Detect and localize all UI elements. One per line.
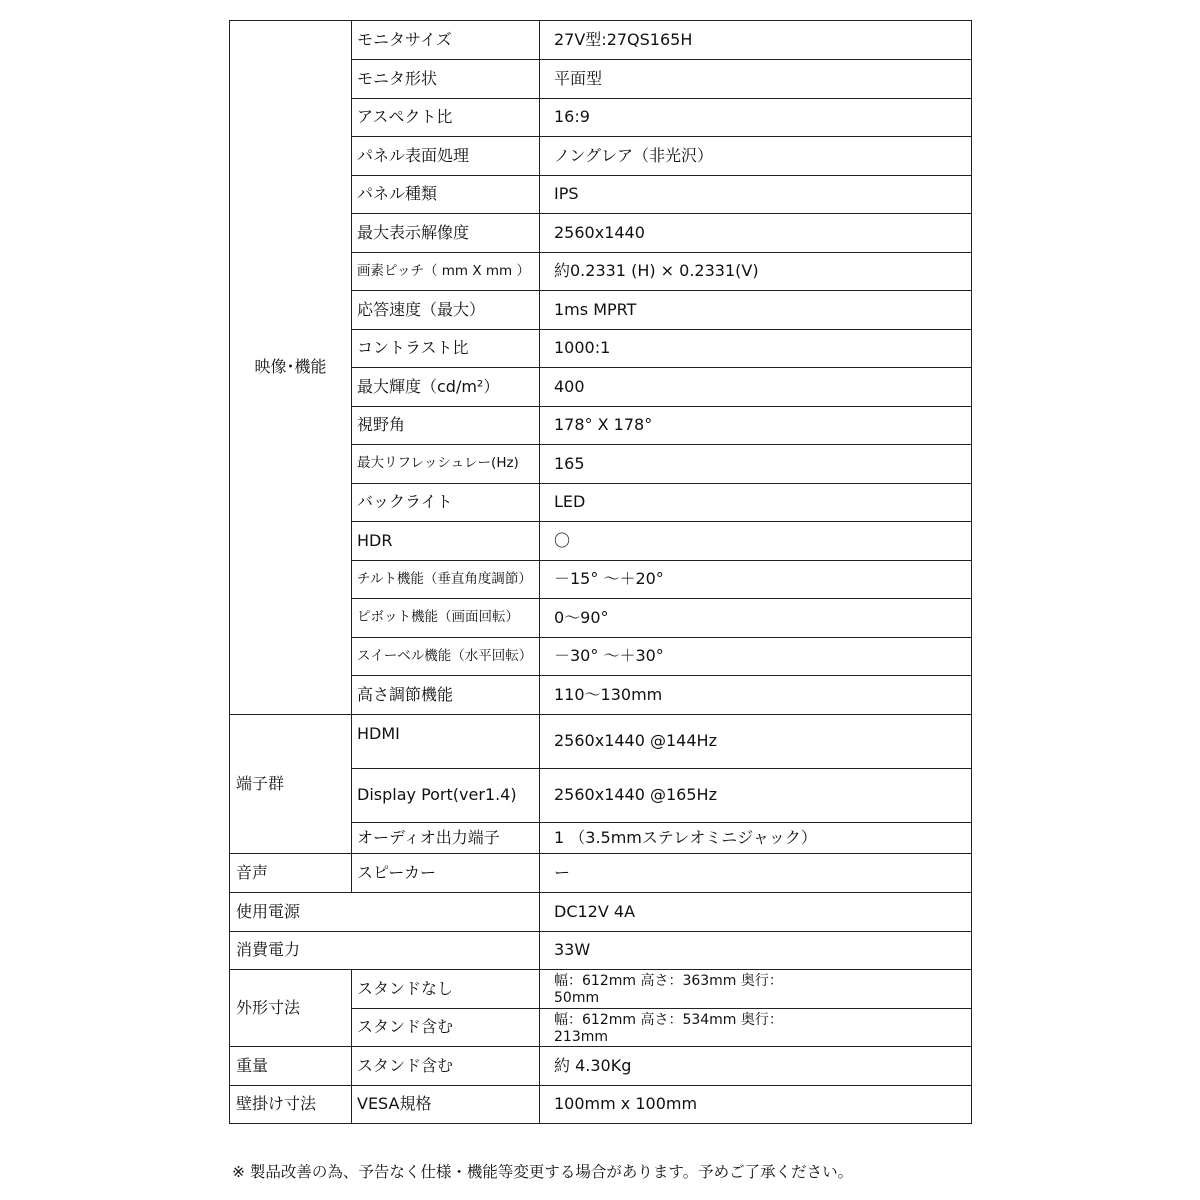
spec-row: [230, 932, 972, 970]
spec-label: 最大表示解像度: [352, 214, 540, 253]
spec-value: DC12V 4A: [540, 893, 972, 932]
section-label-dimensions: 外形寸法: [230, 970, 352, 1047]
spec-label: バックライト: [352, 484, 540, 522]
section-label-power-consumption: 消費電力: [230, 932, 540, 970]
spec-value: 178° X 178°: [540, 407, 972, 445]
section-label-audio: 音声: [230, 854, 352, 893]
spec-row: [230, 970, 972, 1009]
spec-label: 応答速度（最大）: [352, 291, 540, 330]
spec-label: HDR: [352, 522, 540, 561]
spec-label: 視野角: [352, 407, 540, 445]
spec-value: 1 （3.5mmステレオミニジャック）: [540, 823, 972, 854]
spec-value: 400: [540, 368, 972, 407]
spec-value: 平面型: [540, 60, 972, 99]
spec-label: スタンド含む: [352, 1047, 540, 1086]
spec-label: オーディオ出力端子: [352, 823, 540, 854]
spec-label: アスペクト比: [352, 99, 540, 137]
spec-label: コントラスト比: [352, 330, 540, 368]
spec-value: [540, 970, 972, 1009]
spec-value: ノングレア（非光沢）: [540, 137, 972, 176]
spec-label: モニタサイズ: [352, 21, 540, 60]
spec-value: 2560x1440 @144Hz: [540, 715, 972, 769]
spec-value: 2560x1440: [540, 214, 972, 253]
spec-label: 画素ピッチ（ mm X mm ）: [352, 253, 540, 291]
spec-value: ー: [540, 854, 972, 893]
spec-value: 100mm x 100mm: [540, 1086, 972, 1124]
spec-value: [540, 1009, 972, 1047]
spec-label: チルト機能（垂直角度調節）: [352, 561, 540, 599]
spec-value: 約 4.30Kg: [540, 1047, 972, 1086]
spec-value: 0～90°: [540, 599, 972, 638]
spec-value: LED: [540, 484, 972, 522]
spec-label: パネル種類: [352, 176, 540, 214]
section-label-weight: 重量: [230, 1047, 352, 1086]
footnote: ※ 製品改善の為、予告なく仕様・機能等変更する場合があります。予めご了承ください。: [232, 1163, 854, 1181]
spec-value: 2560x1440 @165Hz: [540, 769, 972, 823]
spec-label: スピーカー: [352, 854, 540, 893]
spec-value: 165: [540, 445, 972, 484]
spec-value: 〇: [540, 522, 972, 561]
spec-table: [229, 20, 972, 1124]
section-label-wall-mount: 壁掛け寸法: [230, 1086, 352, 1124]
spec-value: 27V型:27QS165H: [540, 21, 972, 60]
spec-value-text: 幅：612mm 高さ：363mm 奥行：50mm: [554, 973, 783, 1006]
spec-value-text: 幅：612mm 高さ：534mm 奥行：213mm: [554, 1012, 783, 1045]
spec-label: 高さ調節機能: [352, 676, 540, 715]
spec-row: [230, 21, 972, 60]
spec-value: 約0.2331 (H) × 0.2331(V): [540, 253, 972, 291]
spec-label: スタンドなし: [352, 970, 540, 1009]
spec-row: [230, 893, 972, 932]
spec-row: [230, 854, 972, 893]
spec-label: HDMI: [352, 715, 540, 769]
spec-label: 最大輝度（cd/m²）: [352, 368, 540, 407]
spec-label: VESA規格: [352, 1086, 540, 1124]
spec-value: IPS: [540, 176, 972, 214]
section-label-power-supply: 使用電源: [230, 893, 540, 932]
section-label-ports: 端子群: [230, 715, 352, 854]
spec-label: パネル表面処理: [352, 137, 540, 176]
spec-value: 1ms MPRT: [540, 291, 972, 330]
spec-label: モニタ形状: [352, 60, 540, 99]
spec-label: スイーベル機能（水平回転）: [352, 638, 540, 676]
spec-value: －15° ～＋20°: [540, 561, 972, 599]
spec-label: ピボット機能（画面回転）: [352, 599, 540, 638]
spec-row: [230, 1086, 972, 1124]
spec-value: 33W: [540, 932, 972, 970]
spec-row: [230, 1047, 972, 1086]
section-label-video: 映像･機能: [230, 21, 352, 715]
spec-label: スタンド含む: [352, 1009, 540, 1047]
spec-value: －30° ～＋30°: [540, 638, 972, 676]
spec-label: 最大リフレッシュレー(Hz): [352, 445, 540, 484]
spec-value: 16:9: [540, 99, 972, 137]
spec-value: 1000:1: [540, 330, 972, 368]
spec-value: 110～130mm: [540, 676, 972, 715]
spec-row: [230, 715, 972, 769]
spec-label: Display Port(ver1.4): [352, 769, 540, 823]
